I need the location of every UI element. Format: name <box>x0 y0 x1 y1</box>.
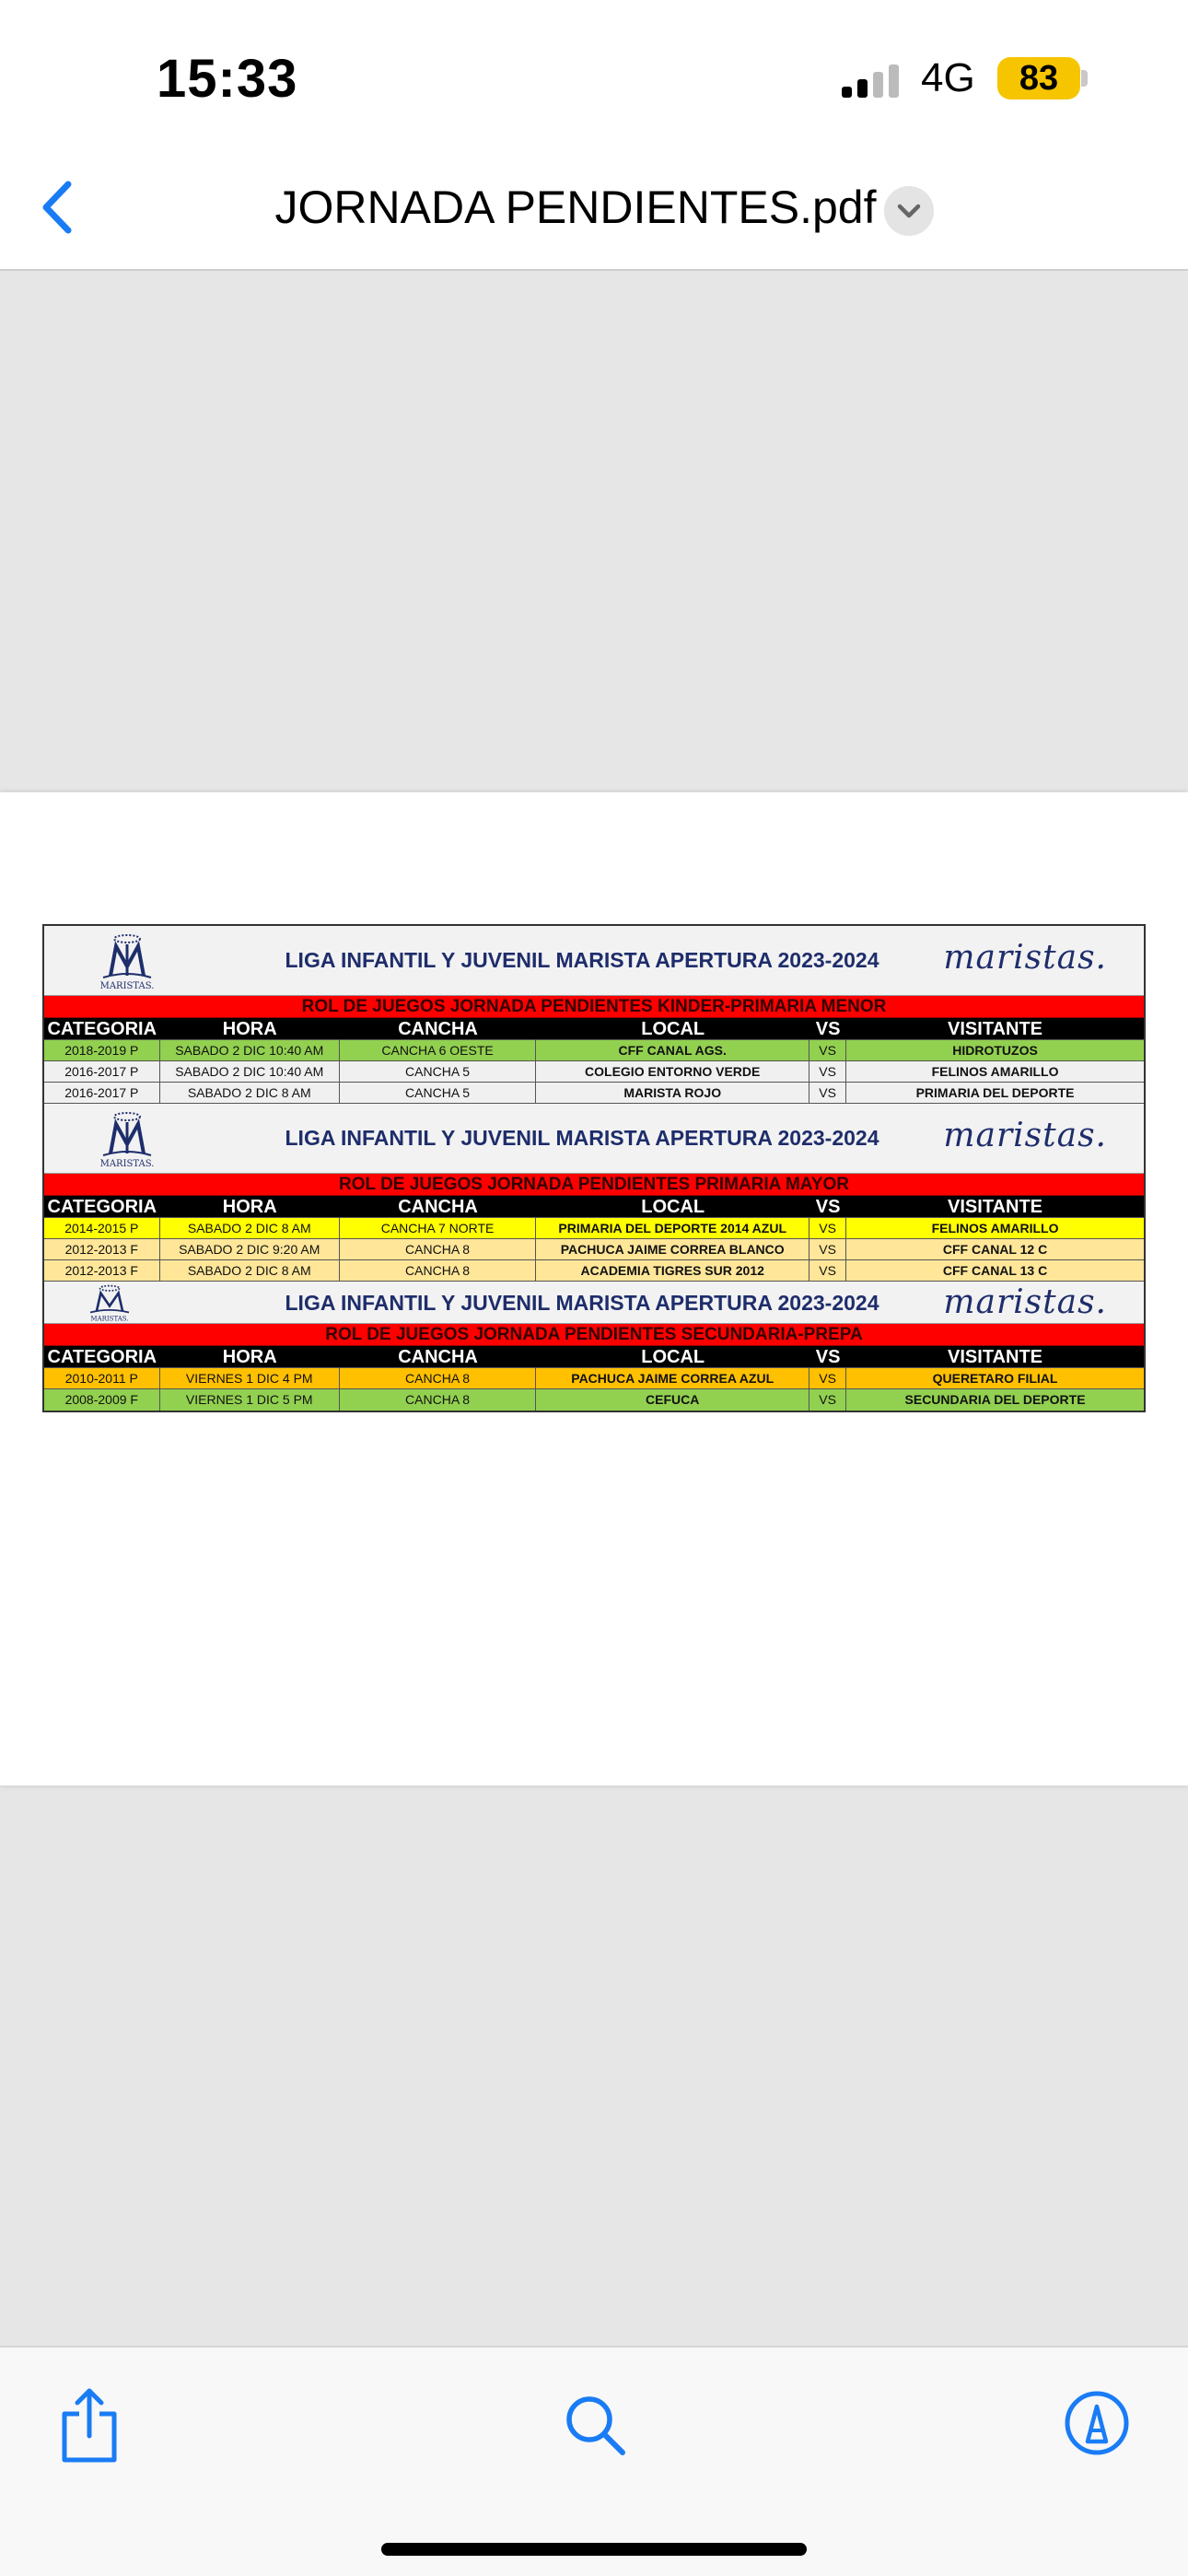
table-header-row <box>44 1346 1144 1368</box>
cell-visitante: SECUNDARIA DEL DEPORTE <box>904 1392 1086 1407</box>
table-header-row <box>44 1196 1144 1218</box>
league-header <box>44 1282 1144 1324</box>
cell-local: PACHUCA JAIME CORREA AZUL <box>536 1368 809 1388</box>
league-title: LIGA INFANTIL Y JUVENIL MARISTA APERTURA 2023-2024 <box>285 1291 879 1315</box>
cell-hora: VIERNES 1 DIC 5 PM <box>160 1389 340 1411</box>
network-type: 4G <box>921 55 975 100</box>
cell-visitante: PRIMARIA DEL DEPORTE <box>915 1085 1075 1100</box>
col-visitante: VISITANTE <box>948 1347 1042 1367</box>
col-local: LOCAL <box>641 1019 705 1039</box>
document-title-text: JORNADA PENDIENTES.pdf <box>274 181 877 233</box>
cell-categoria: 2016-2017 P <box>44 1061 160 1082</box>
cell-categoria: 2018-2019 P <box>44 1040 160 1060</box>
col-hora: HORA <box>222 1019 277 1039</box>
title-menu-chevron-icon[interactable] <box>884 186 934 236</box>
status-time: 15:33 <box>157 49 298 109</box>
cell-categoria: 2014-2015 P <box>44 1218 160 1238</box>
cell-hora: SABADO 2 DIC 8 AM <box>160 1260 340 1281</box>
bottom-toolbar <box>0 2346 1188 2576</box>
cell-categoria: 2016-2017 P <box>44 1083 160 1103</box>
cell-cancha: CANCHA 8 <box>340 1239 536 1259</box>
cell-cancha: CANCHA 5 <box>340 1061 536 1082</box>
col-categoria: CATEGORIA <box>47 1347 157 1367</box>
league-header <box>44 1104 1144 1174</box>
pdf-page[interactable] <box>0 792 1188 1786</box>
cell-local: MARISTA ROJO <box>536 1083 809 1103</box>
col-hora: HORA <box>222 1347 277 1367</box>
league-title: LIGA INFANTIL Y JUVENIL MARISTA APERTURA 2023-2024 <box>285 948 879 972</box>
table-header-row <box>44 1018 1144 1040</box>
table-row <box>44 1368 1144 1389</box>
league-title: LIGA INFANTIL Y JUVENIL MARISTA APERTURA 2023-2024 <box>285 1126 879 1150</box>
logo-text: MARISTAS. <box>99 1159 155 1169</box>
cell-vs: VS <box>809 1389 846 1411</box>
cell-cancha: CANCHA 8 <box>340 1389 536 1411</box>
cell-local: PACHUCA JAIME CORREA BLANCO <box>536 1239 809 1259</box>
cell-local: ACADEMIA TIGRES SUR 2012 <box>536 1260 809 1281</box>
cell-categoria: 2012-2013 F <box>44 1260 160 1281</box>
cell-cancha: CANCHA 6 OESTE <box>340 1040 536 1060</box>
cell-vs: VS <box>809 1368 846 1388</box>
col-hora: HORA <box>222 1197 277 1217</box>
cell-categoria: 2008-2009 F <box>44 1389 160 1411</box>
logo-text: MARISTAS. <box>99 981 155 991</box>
cell-cancha: CANCHA 5 <box>340 1083 536 1103</box>
cell-hora: SABADO 2 DIC 10:40 AM <box>160 1061 340 1082</box>
table-row <box>44 1389 1144 1411</box>
share-icon[interactable] <box>57 2386 122 2464</box>
table-row <box>44 1061 1144 1083</box>
schedule-sheet <box>42 924 1146 1412</box>
cell-visitante: HIDROTUZOS <box>952 1043 1038 1058</box>
search-icon[interactable] <box>562 2392 628 2458</box>
maristas-brand: maristas. <box>943 939 1107 977</box>
maristas-brand: maristas. <box>943 1117 1107 1154</box>
col-visitante: VISITANTE <box>948 1019 1042 1039</box>
col-vs: VS <box>815 1019 841 1039</box>
cell-local: PRIMARIA DEL DEPORTE 2014 AZUL <box>536 1218 809 1238</box>
battery-level: 83 <box>1019 58 1059 98</box>
cell-vs: VS <box>809 1040 846 1060</box>
cell-vs: VS <box>809 1218 846 1238</box>
maristas-brand: maristas. <box>943 1283 1107 1321</box>
cell-visitante: CFF CANAL 13 C <box>942 1263 1048 1278</box>
battery-tip <box>1081 70 1088 87</box>
table-row <box>44 1040 1144 1061</box>
col-cancha: CANCHA <box>398 1347 478 1367</box>
col-categoria: CATEGORIA <box>47 1019 157 1039</box>
cell-vs: VS <box>809 1260 846 1281</box>
cellular-signal-icon <box>840 63 904 100</box>
cell-visitante: FELINOS AMARILLO <box>931 1221 1059 1235</box>
table-row <box>44 1239 1144 1260</box>
table-row <box>44 1083 1144 1104</box>
col-categoria: CATEGORIA <box>47 1197 157 1217</box>
cell-local: COLEGIO ENTORNO VERDE <box>536 1061 809 1082</box>
document-title[interactable] <box>0 181 1188 234</box>
cell-hora: VIERNES 1 DIC 4 PM <box>160 1368 340 1388</box>
col-cancha: CANCHA <box>398 1019 478 1039</box>
table-row <box>44 1218 1144 1239</box>
col-vs: VS <box>815 1197 841 1217</box>
cell-cancha: CANCHA 7 NORTE <box>340 1218 536 1238</box>
section-subtitle: ROL DE JUEGOS JORNADA PENDIENTES PRIMARIA MAYOR <box>44 1174 1144 1196</box>
table-row <box>44 1260 1144 1282</box>
markup-icon[interactable] <box>1064 2390 1130 2456</box>
status-bar <box>0 0 1188 147</box>
col-local: LOCAL <box>641 1347 705 1367</box>
col-visitante: VISITANTE <box>948 1197 1042 1217</box>
cell-cancha: CANCHA 8 <box>340 1260 536 1281</box>
col-cancha: CANCHA <box>398 1197 478 1217</box>
league-header <box>44 926 1144 996</box>
home-indicator[interactable] <box>381 2543 807 2556</box>
col-vs: VS <box>815 1347 841 1367</box>
cell-local: CFF CANAL AGS. <box>536 1040 809 1060</box>
section-subtitle: ROL DE JUEGOS JORNADA PENDIENTES KINDER-PRIMARIA MENOR <box>44 996 1144 1018</box>
cell-categoria: 2012-2013 F <box>44 1239 160 1259</box>
cell-vs: VS <box>809 1083 846 1103</box>
col-local: LOCAL <box>641 1197 705 1217</box>
nav-bar <box>0 147 1188 271</box>
cell-hora: SABADO 2 DIC 9:20 AM <box>160 1239 340 1259</box>
cell-hora: SABADO 2 DIC 8 AM <box>160 1083 340 1103</box>
cell-cancha: CANCHA 8 <box>340 1368 536 1388</box>
cell-visitante: QUERETARO FILIAL <box>932 1371 1058 1386</box>
logo-text: MARISTAS. <box>90 1315 129 1322</box>
cell-hora: SABADO 2 DIC 10:40 AM <box>160 1040 340 1060</box>
cell-visitante: FELINOS AMARILLO <box>931 1064 1059 1079</box>
cell-hora: SABADO 2 DIC 8 AM <box>160 1218 340 1238</box>
cell-local: CEFUCA <box>536 1389 809 1411</box>
cell-visitante: CFF CANAL 12 C <box>942 1242 1048 1257</box>
cell-vs: VS <box>809 1061 846 1082</box>
battery-indicator <box>997 57 1080 100</box>
cell-vs: VS <box>809 1239 846 1259</box>
section-subtitle: ROL DE JUEGOS JORNADA PENDIENTES SECUNDARIA-PREPA <box>44 1324 1144 1346</box>
cell-categoria: 2010-2011 P <box>44 1368 160 1388</box>
